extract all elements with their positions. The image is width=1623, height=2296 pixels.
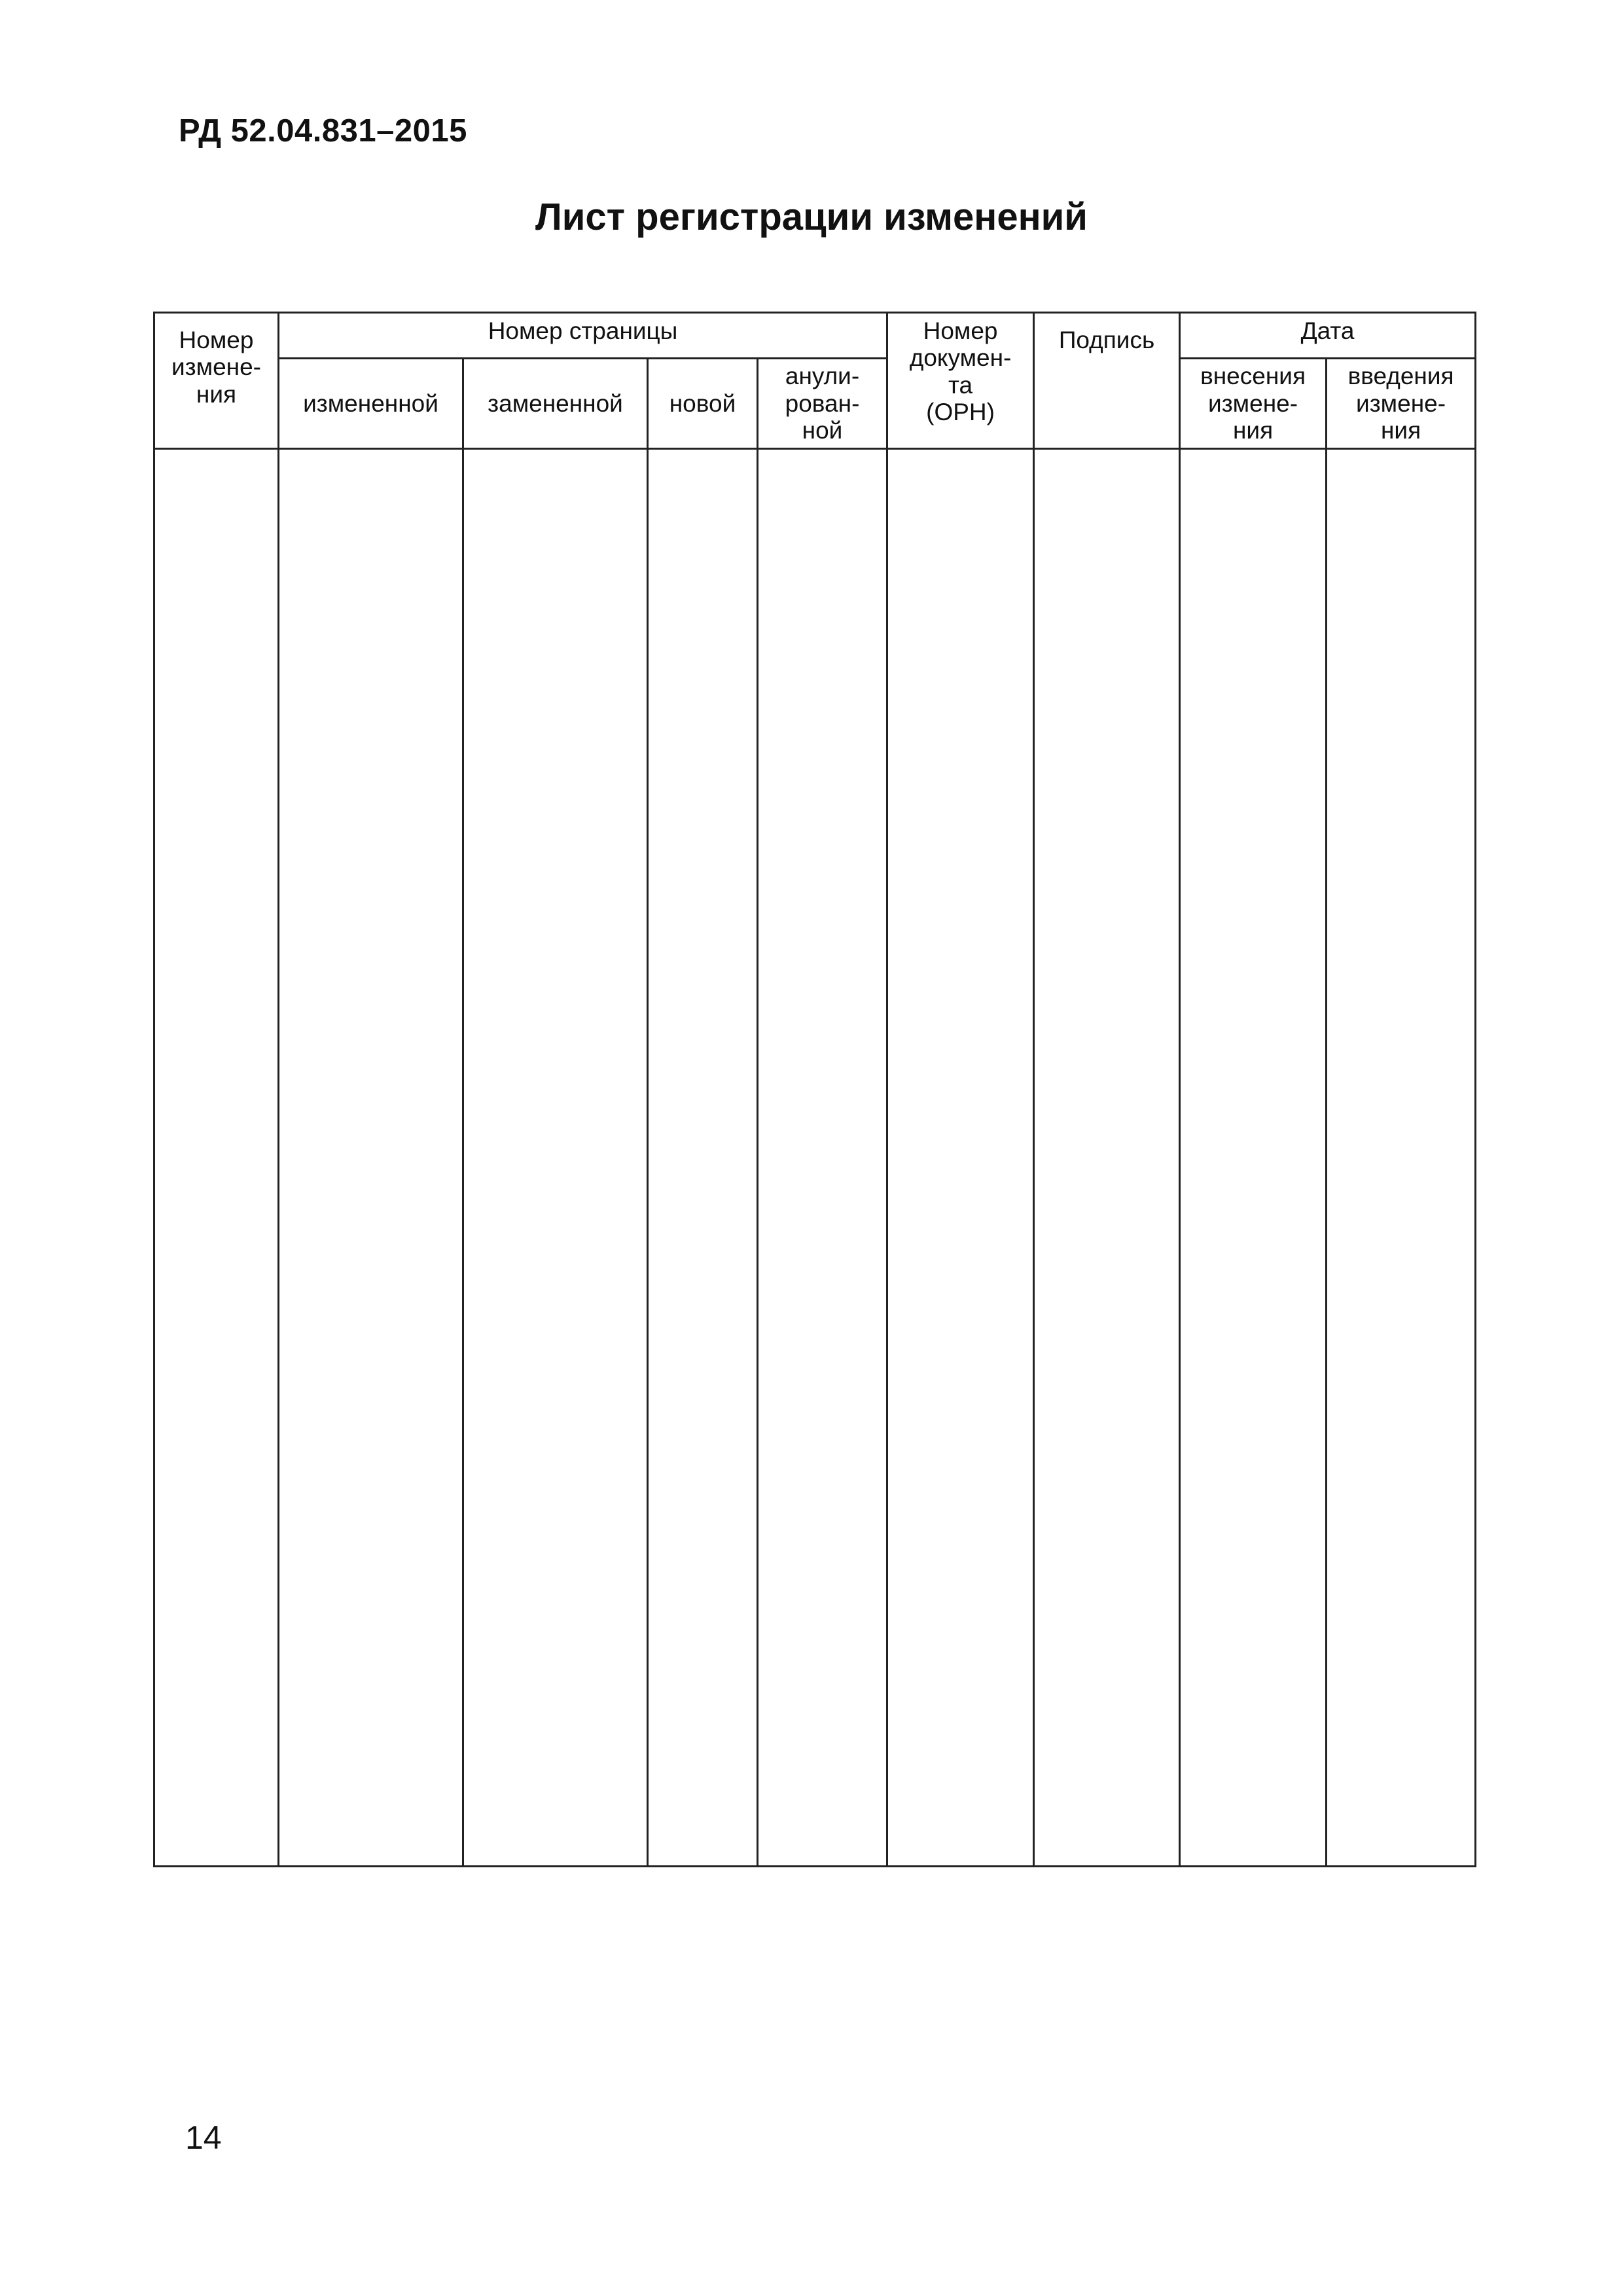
header-date-entry-label: внесения измене- ния — [1200, 363, 1306, 444]
cell-page-annulled — [758, 449, 887, 1867]
header-page-replaced — [463, 359, 648, 449]
header-signature-label: Подпись — [1058, 327, 1155, 353]
header-page-changed-label: измененной — [303, 389, 438, 417]
header-page-new-label: новой — [669, 389, 736, 417]
cell-change-number — [154, 449, 279, 1867]
header-page-annulled-label: анули- рован- ной — [785, 363, 860, 444]
document-code: РД 52.04.831–2015 — [179, 113, 467, 149]
header-signature — [1034, 313, 1180, 449]
page-number: 14 — [185, 2119, 222, 2156]
change-registration-table — [153, 312, 1476, 1867]
cell-date-entry — [1180, 449, 1327, 1867]
cell-page-changed — [279, 449, 463, 1867]
header-date-group-label: Дата — [1300, 317, 1355, 344]
header-page-number-group-label: Номер страницы — [488, 317, 678, 344]
page-title: Лист регистрации изменений — [535, 196, 1088, 238]
cell-date-introduction — [1327, 449, 1476, 1867]
header-document-number — [887, 313, 1034, 449]
cell-signature — [1034, 449, 1180, 1867]
header-change-number-label: Номер измене- ния — [171, 327, 261, 408]
cell-page-replaced — [463, 449, 648, 1867]
cell-page-new — [648, 449, 758, 1867]
header-date-introduction — [1327, 359, 1476, 449]
header-page-new — [648, 359, 758, 449]
table-row — [154, 449, 1476, 1867]
header-page-annulled — [758, 359, 887, 449]
header-page-replaced-label: замененной — [488, 389, 623, 417]
header-date-entry — [1180, 359, 1327, 449]
header-date-introduction-label: введения измене- ния — [1347, 363, 1454, 444]
header-document-number-label: Номер докумен- та (ОРН) — [909, 317, 1012, 426]
cell-document-number — [887, 449, 1034, 1867]
header-page-number-group — [279, 313, 887, 359]
header-date-group — [1180, 313, 1476, 359]
header-page-changed — [279, 359, 463, 449]
header-change-number — [154, 313, 279, 449]
